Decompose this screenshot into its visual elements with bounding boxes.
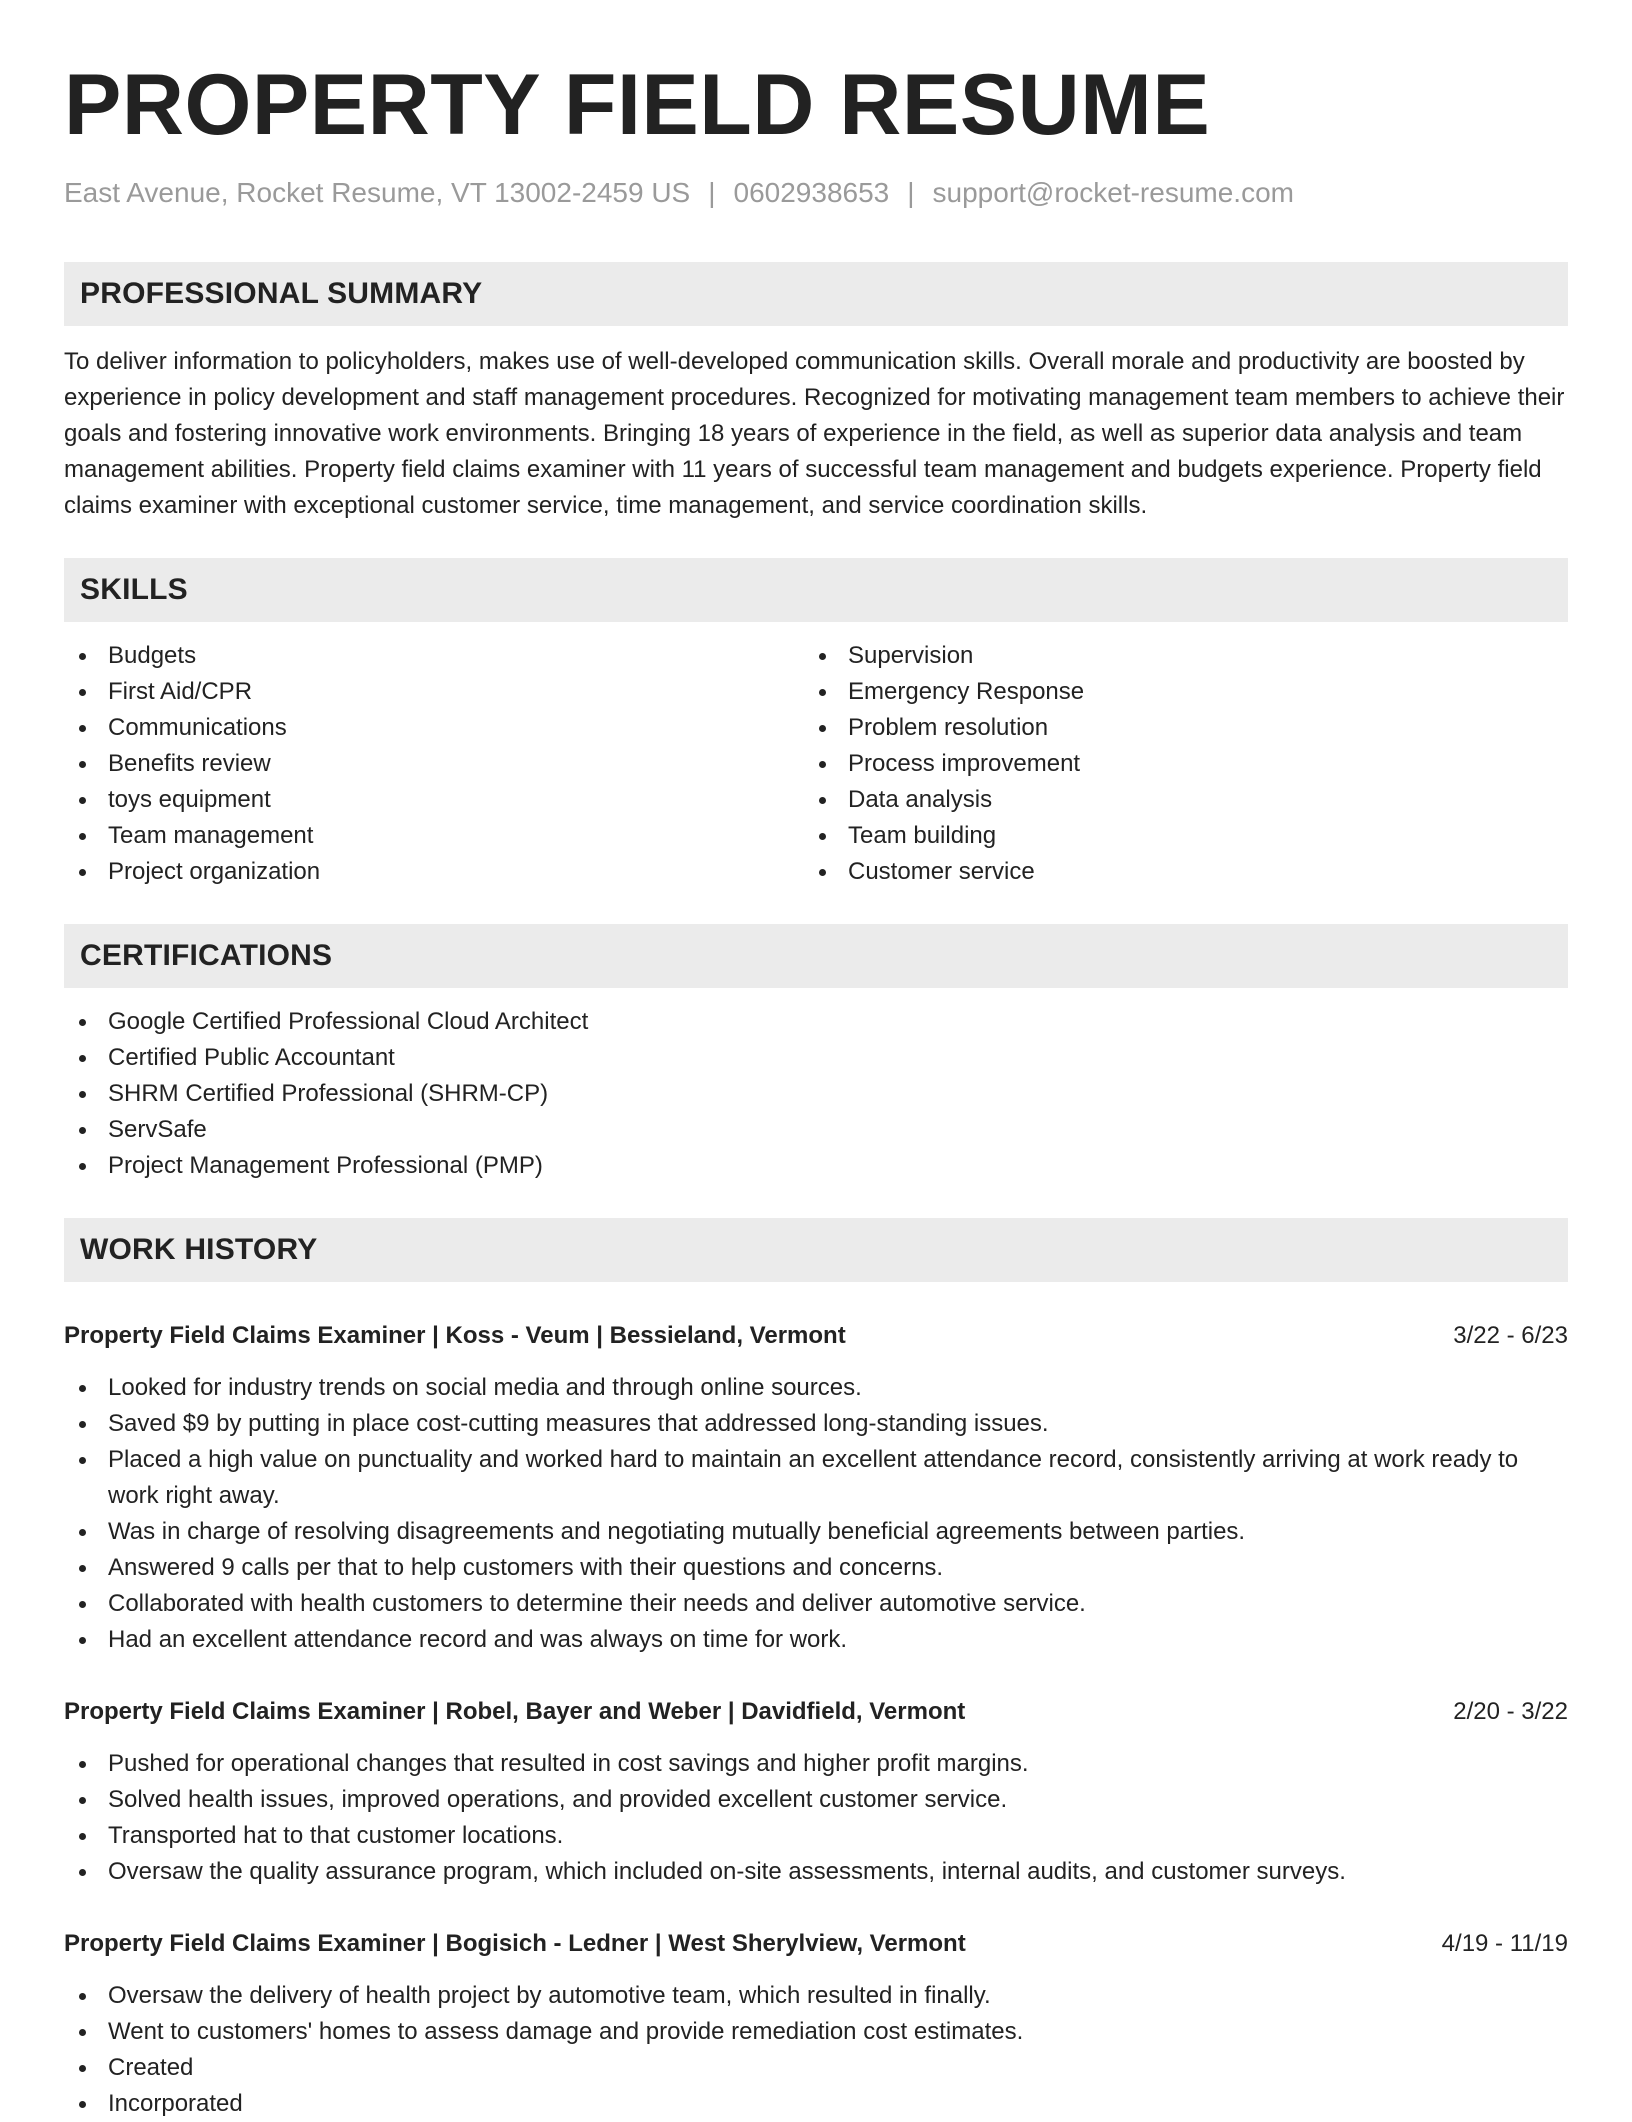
job-header [64, 1694, 1568, 1730]
skills-grid [64, 638, 1568, 890]
job-header [64, 1318, 1568, 1354]
job-header [64, 1926, 1568, 1962]
job-bullets [64, 1370, 1568, 1658]
certification-item: ServSafe [64, 1112, 1568, 1148]
job-bullet: Solved health issues, improved operations, and provided excellent customer service. [64, 1782, 1568, 1818]
contact-line [64, 174, 1568, 212]
certifications-heading: CERTIFICATIONS [64, 924, 1568, 988]
job-dates: 4/19 - 11/19 [1441, 1930, 1568, 1957]
job-bullet: Incorporated [64, 2086, 1568, 2122]
summary-heading: PROFESSIONAL SUMMARY [64, 262, 1568, 326]
contact-separator: | [907, 177, 915, 208]
skill-item: Process improvement [804, 746, 1568, 782]
job-bullet: Oversaw the quality assurance program, which included on-site assessments, internal audits, and customer surveys. [64, 1854, 1568, 1890]
job-heading: Property Field Claims Examiner | Koss - Veum | Bessieland, Vermont [64, 1322, 846, 1349]
job-heading: Property Field Claims Examiner | Bogisich - Ledner | West Sherylview, Vermont [64, 1930, 966, 1957]
job-dates: 2/20 - 3/22 [1453, 1698, 1568, 1725]
work-history-heading: WORK HISTORY [64, 1218, 1568, 1282]
job-dates: 3/22 - 6/23 [1453, 1322, 1568, 1349]
skill-item: Communications [64, 710, 804, 746]
skill-item: Customer service [804, 854, 1568, 890]
skill-item: toys equipment [64, 782, 804, 818]
job-bullet: Went to customers' homes to assess damage and provide remediation cost estimates. [64, 2014, 1568, 2050]
job-heading: Property Field Claims Examiner | Robel, Bayer and Weber | Davidfield, Vermont [64, 1698, 966, 1725]
job-bullet: Oversaw the delivery of health project by automotive team, which resulted in finally. [64, 1978, 1568, 2014]
contact-phone: 0602938653 [733, 177, 890, 208]
resume-title: PROPERTY FIELD RESUME [64, 57, 1211, 153]
work-history-section [64, 1218, 1568, 2122]
job-bullet: Transported hat to that customer locations. [64, 1818, 1568, 1854]
certification-item: Project Management Professional (PMP) [64, 1148, 1568, 1184]
skill-item: Budgets [64, 638, 804, 674]
skill-item: Problem resolution [804, 710, 1568, 746]
job-entry [64, 1694, 1568, 1890]
summary-text: To deliver information to policyholders, makes use of well-developed communication skills. Overall morale and productivity are boosted by experience in policy development and staff management procedures. Recognized for motivating management team members to achieve their goals and fostering innovative work environments. Bringing 18 years of experience in the field, as well as superior data analysis and team management abilities. Property field claims examiner with 11 years of successful team management and budgets experience. Property field claims examiner with exceptional customer service, time management, and service coordination skills. [64, 348, 1565, 519]
skill-item: Benefits review [64, 746, 804, 782]
skill-item: Team building [804, 818, 1568, 854]
job-bullet: Saved $9 by putting in place cost-cutting measures that addressed long-standing issues. [64, 1406, 1568, 1442]
certification-item: Google Certified Professional Cloud Architect [64, 1004, 1568, 1040]
skill-item: Team management [64, 818, 804, 854]
job-bullet: Pushed for operational changes that resulted in cost savings and higher profit margins. [64, 1746, 1568, 1782]
contact-separator: | [708, 177, 716, 208]
job-bullet: Looked for industry trends on social media and through online sources. [64, 1370, 1568, 1406]
contact-email: support@rocket-resume.com [932, 177, 1294, 208]
skill-item: Supervision [804, 638, 1568, 674]
skill-item: First Aid/CPR [64, 674, 804, 710]
certifications-section [64, 924, 1568, 1184]
job-bullet: Was in charge of resolving disagreements and negotiating mutually beneficial agreements between parties. [64, 1514, 1568, 1550]
skills-heading: SKILLS [64, 558, 1568, 622]
skills-list-left [64, 638, 804, 890]
job-bullet: Answered 9 calls per that to help customers with their questions and concerns. [64, 1550, 1568, 1586]
skills-section [64, 558, 1568, 890]
skill-item: Data analysis [804, 782, 1568, 818]
certification-item: Certified Public Accountant [64, 1040, 1568, 1076]
certifications-list [64, 1004, 1568, 1184]
job-bullets [64, 1746, 1568, 1890]
job-bullet: Collaborated with health customers to determine their needs and deliver automotive service. [64, 1586, 1568, 1622]
contact-address: East Avenue, Rocket Resume, VT 13002-2459 US [64, 177, 691, 208]
job-bullets [64, 1978, 1568, 2122]
job-bullet: Created [64, 2050, 1568, 2086]
job-entry [64, 1926, 1568, 2122]
certification-item: SHRM Certified Professional (SHRM-CP) [64, 1076, 1568, 1112]
skill-item: Emergency Response [804, 674, 1568, 710]
job-entry [64, 1318, 1568, 1658]
job-bullet: Had an excellent attendance record and was always on time for work. [64, 1622, 1568, 1658]
skills-list-right [804, 638, 1568, 890]
job-bullet: Placed a high value on punctuality and worked hard to maintain an excellent attendance record, consistently arriving at work ready to work right away. [64, 1442, 1568, 1514]
skill-item: Project organization [64, 854, 804, 890]
